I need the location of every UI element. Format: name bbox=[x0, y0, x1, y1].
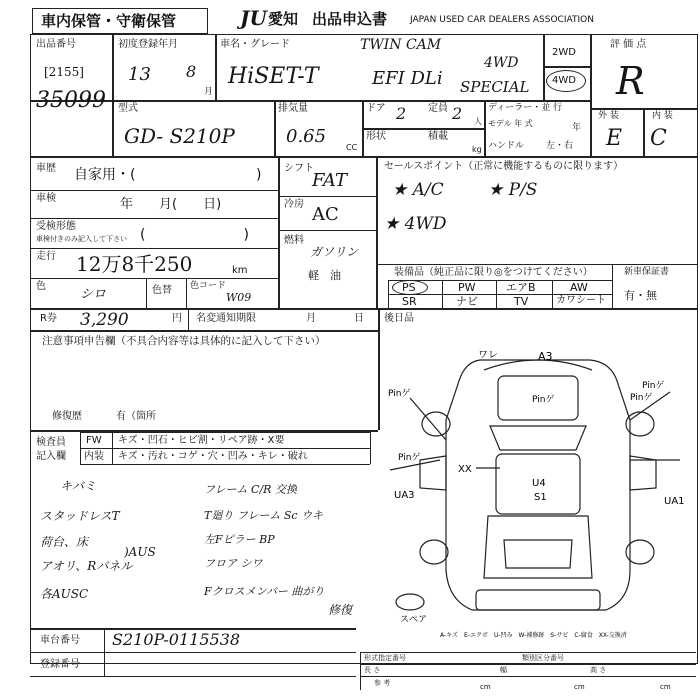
car-name-label: 車名・グレード bbox=[220, 39, 290, 50]
chassis-label: 車台番号 bbox=[40, 635, 80, 646]
history-value: 自家用・( bbox=[74, 167, 136, 183]
lot-sub-number: [2155] bbox=[44, 65, 84, 79]
remark-9: 左Fピラー BP bbox=[204, 533, 275, 546]
registration-label: 初度登録年月 bbox=[118, 39, 178, 50]
mileage-unit: km bbox=[232, 265, 248, 276]
diagram-mark-10: UA3 bbox=[394, 490, 415, 501]
handle-label: ハンドル bbox=[488, 141, 525, 151]
warranty-label: 新車保証書 bbox=[624, 267, 670, 277]
ju-logo: JU bbox=[240, 6, 267, 30]
diagram-mark-7: XX bbox=[458, 464, 472, 475]
model-value: GD- S210P bbox=[124, 124, 235, 148]
reg-number-label: 登録番号 bbox=[40, 659, 80, 670]
model-year-label: モデル 年 式 bbox=[488, 119, 533, 128]
load-label: 積載 bbox=[428, 131, 448, 142]
height-label: 高 さ bbox=[590, 666, 607, 674]
displacement-value: 0.65 bbox=[286, 126, 327, 147]
diagram-mark-8: U4 bbox=[532, 478, 546, 489]
class-label: 類別区分番号 bbox=[522, 654, 564, 662]
mileage-value: 12万8千250 bbox=[76, 252, 193, 276]
receive-label: 受検形態 bbox=[36, 221, 76, 232]
shift-label: シフト bbox=[284, 163, 314, 174]
car-name: HiSET-T bbox=[228, 64, 319, 89]
notes-label: 注意事項申告欄（不具合内容等は具体的に記入して下さい） bbox=[42, 335, 326, 347]
color-code-label: 色コード bbox=[190, 281, 227, 291]
remark-11: Fクロスメンバー 曲がり bbox=[204, 585, 325, 598]
org-name: 愛知 bbox=[268, 10, 299, 28]
ac-value: AC bbox=[312, 204, 339, 225]
ac-label: 冷房 bbox=[284, 199, 304, 210]
dealer-label: ディーラー・並 行 bbox=[488, 103, 563, 113]
car-damage-diagram bbox=[380, 340, 696, 640]
doors-label: ドア bbox=[366, 103, 386, 114]
remark-6: )AUS bbox=[124, 545, 156, 559]
color-code-value: W09 bbox=[226, 291, 252, 304]
equipment-label: 装備品（純正品に限り◎をつけてください） bbox=[394, 267, 593, 278]
handle-options: 左・右 bbox=[546, 141, 574, 151]
drive-4wd: 4WD bbox=[552, 75, 576, 86]
registration-month-unit: 月 bbox=[204, 87, 214, 97]
sales-point-2: ★ P/S bbox=[488, 180, 538, 200]
fuel-gas: ガソリン bbox=[310, 245, 359, 259]
length-label: 長 さ bbox=[364, 666, 381, 674]
tax-label: R券 bbox=[40, 313, 57, 324]
exterior-score: E bbox=[606, 126, 623, 151]
sales-points-label: セールスポイント（正常に機能するものに限ります） bbox=[384, 161, 624, 172]
remark-7: フレーム C/R 交換 bbox=[204, 483, 297, 496]
model-year-unit: 年 bbox=[572, 123, 582, 133]
repair-value: 有（箇所 bbox=[116, 411, 156, 422]
type-designation-label: 形式指定番号 bbox=[364, 654, 406, 662]
diagram-mark-1: ワレ bbox=[478, 350, 498, 361]
car-grade-1: TWIN CAM bbox=[360, 37, 442, 53]
receive-sub: 車検付きのみ記入して下さい bbox=[36, 235, 127, 243]
displacement-unit: CC bbox=[346, 143, 358, 152]
chassis-value: S210P-0115538 bbox=[112, 630, 241, 649]
cm-1: cm bbox=[480, 683, 491, 691]
inspector-fw: FW bbox=[86, 435, 102, 446]
sales-point-1: ★ A/C bbox=[392, 180, 444, 200]
storage-title-box bbox=[32, 8, 208, 34]
registration-year: 13 bbox=[128, 64, 151, 85]
equip-tv: TV bbox=[514, 295, 529, 308]
diagram-mark-12: Pinゲ bbox=[630, 393, 653, 403]
diagram-mark-9: S1 bbox=[534, 492, 547, 503]
lot-label: 出品番号 bbox=[36, 39, 76, 50]
car-grade-4: SPECIAL bbox=[460, 78, 530, 96]
history-close: ) bbox=[256, 167, 262, 183]
receive-value: ( ) bbox=[140, 227, 249, 243]
history-label: 車歴 bbox=[36, 163, 56, 174]
interior-label: 内 装 bbox=[652, 111, 673, 121]
remark-5: 各AUSC bbox=[40, 587, 89, 601]
fuel-diesel: 軽 油 bbox=[308, 269, 341, 282]
tax-amount: 3,290 bbox=[80, 310, 129, 330]
remark-10: フロア シワ bbox=[204, 557, 263, 570]
color-swap-label: 色替 bbox=[152, 285, 172, 296]
doors-value: 2 bbox=[396, 104, 407, 123]
page-title: 車内保管・守衛保管 bbox=[41, 12, 177, 30]
mileage-label: 走行 bbox=[36, 251, 56, 262]
diagram-mark-3: Pinゲ bbox=[532, 395, 555, 405]
capacity-label: 定員 bbox=[428, 103, 448, 114]
equip-sr: SR bbox=[402, 295, 417, 308]
cm-2: cm bbox=[574, 683, 585, 691]
diagram-mark-6: Pinゲ bbox=[398, 453, 421, 463]
car-grade-3: 4WD bbox=[484, 55, 519, 71]
color-label: 色 bbox=[36, 281, 46, 292]
shift-value: FAT bbox=[312, 170, 347, 191]
inspector-fw-items: キズ・凹石・ヒビ割・リペア跡・X要 bbox=[118, 435, 285, 446]
form-name: 出品申込書 bbox=[312, 10, 388, 28]
remark-12: 修復 bbox=[328, 603, 353, 617]
interior-score: C bbox=[650, 126, 667, 151]
damage-legend: A-キズ E-エクボ U-凹み W-補修跡 S-サビ C-腐食 XX-交換済 bbox=[440, 632, 627, 639]
equip-airbag: エアB bbox=[506, 281, 536, 294]
rating-score: R bbox=[616, 59, 645, 103]
remark-4: アオリ、Rパネル bbox=[40, 559, 133, 573]
displacement-label: 排気量 bbox=[278, 103, 308, 114]
width-label: 幅 bbox=[500, 666, 507, 674]
after-day-label: 後日品 bbox=[384, 313, 414, 324]
name-change-label: 名変通知期限 bbox=[196, 313, 256, 324]
inspector-interior-label: 内装 bbox=[84, 451, 104, 462]
equip-leather: カワシート bbox=[556, 295, 606, 306]
remark-2: スタッドレスT bbox=[40, 509, 120, 523]
inspection-label: 車検 bbox=[36, 193, 56, 204]
exterior-label: 外 装 bbox=[598, 111, 619, 121]
rating-label: 評 価 点 bbox=[610, 39, 647, 50]
diagram-mark-2: A3 bbox=[538, 350, 553, 363]
diagram-mark-4: Pinゲ bbox=[388, 389, 411, 399]
shape-label: 形状 bbox=[366, 131, 386, 142]
inspector-label: 検査員 記入欄 bbox=[36, 437, 66, 462]
inspection-value: 年 月( 日) bbox=[120, 197, 222, 212]
remark-3: 荷台、床 bbox=[40, 535, 89, 549]
equip-navi: ナビ bbox=[456, 295, 478, 308]
lot-number: 35099 bbox=[36, 88, 106, 113]
spare-label: スペア bbox=[400, 615, 428, 625]
drive-2wd: 2WD bbox=[552, 47, 576, 58]
remark-1: キバミ bbox=[60, 479, 97, 493]
registration-month: 8 bbox=[186, 62, 197, 81]
equip-pw: PW bbox=[458, 281, 476, 294]
diagram-mark-11: UA1 bbox=[664, 496, 685, 507]
load-unit: kg bbox=[472, 145, 482, 154]
tax-unit: 円 bbox=[172, 313, 182, 324]
inspector-interior-items: キズ・汚れ・コゲ・穴・凹み・キレ・破れ bbox=[118, 451, 308, 462]
model-label: 型式 bbox=[118, 103, 138, 114]
warranty-options: 有・無 bbox=[624, 289, 657, 302]
ref-label-1: 参 考 bbox=[374, 679, 391, 687]
equip-ps: PS bbox=[402, 281, 416, 294]
equip-aw: AW bbox=[570, 281, 588, 294]
color-value: シロ bbox=[80, 287, 107, 302]
name-change-month: 月 bbox=[306, 313, 316, 324]
car-grade-2: EFI DLi bbox=[372, 68, 443, 89]
sales-point-3: ★ 4WD bbox=[384, 214, 447, 234]
capacity-unit: 人 bbox=[474, 117, 482, 126]
capacity-value: 2 bbox=[452, 104, 463, 123]
cm-3: cm bbox=[660, 683, 671, 691]
fuel-label: 燃料 bbox=[284, 235, 304, 246]
diagram-mark-5: Pinゲ bbox=[642, 381, 665, 391]
association-name: JAPAN USED CAR DEALERS ASSOCIATION bbox=[410, 15, 594, 25]
repair-label: 修復歴 bbox=[52, 411, 82, 422]
remark-8: T廻り フレーム Sc ウキ bbox=[204, 509, 324, 522]
name-change-day: 日 bbox=[354, 313, 364, 324]
